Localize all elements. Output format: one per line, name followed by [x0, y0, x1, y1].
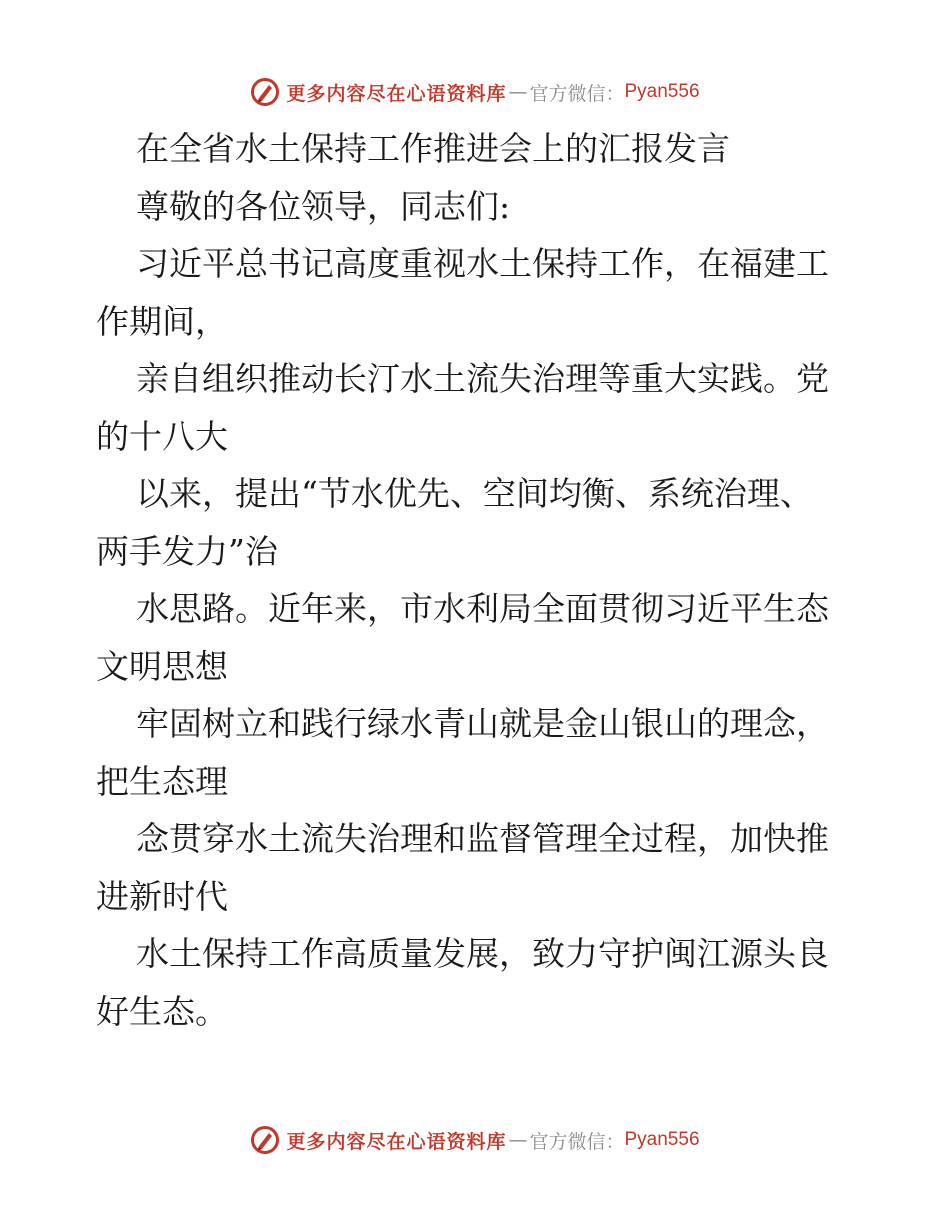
- body-line: 文明思想: [96, 646, 228, 686]
- header-brand-separator: —: [508, 81, 528, 103]
- pen-circle-logo-icon: [250, 1125, 280, 1155]
- footer-wechat-label: 官方微信：: [529, 1130, 625, 1153]
- body-line: 进新时代: [96, 876, 228, 916]
- body-line: 把生态理: [96, 761, 228, 801]
- header-wechat-label: 官方微信：: [529, 82, 625, 105]
- footer-brand-text: 更多内容尽在心语资料库: [286, 1130, 507, 1153]
- document-title: 在全省水土保持工作推进会上的汇报发言: [136, 129, 730, 168]
- footer-brand-separator: —: [508, 1129, 528, 1151]
- header-wechat-id: Pyan556: [624, 81, 700, 102]
- body-line: 好生态。: [96, 991, 228, 1031]
- footer-wechat-id: Pyan556: [624, 1129, 700, 1150]
- header-brand-text: 更多内容尽在心语资料库: [286, 82, 507, 105]
- body-line: 念贯穿水土流失治理和监督管理全过程，加快推: [136, 819, 829, 858]
- footer-watermark: [0, 1120, 950, 1160]
- body-line: 作期间，: [96, 301, 228, 341]
- header-watermark: [0, 72, 950, 112]
- body-line: 亲自组织推动长汀水土流失治理等重大实践。党: [136, 359, 829, 398]
- body-line: 以来，提出“节水优先、空间均衡、系统治理、: [136, 474, 813, 513]
- body-line: 的十八大: [96, 416, 228, 456]
- body-line: 两手发力”治: [96, 531, 278, 571]
- pen-circle-logo-icon: [250, 77, 280, 107]
- body-line: 水土保持工作高质量发展，致力守护闽江源头良: [136, 934, 829, 973]
- document-salutation: 尊敬的各位领导，同志们:: [136, 186, 511, 226]
- body-line: 牢固树立和践行绿水青山就是金山银山的理念，: [136, 704, 829, 743]
- body-line: 习近平总书记高度重视水土保持工作，在福建工: [136, 244, 829, 283]
- document-body: [96, 120, 856, 1040]
- body-line: 水思路。近年来，市水利局全面贯彻习近平生态: [136, 589, 829, 628]
